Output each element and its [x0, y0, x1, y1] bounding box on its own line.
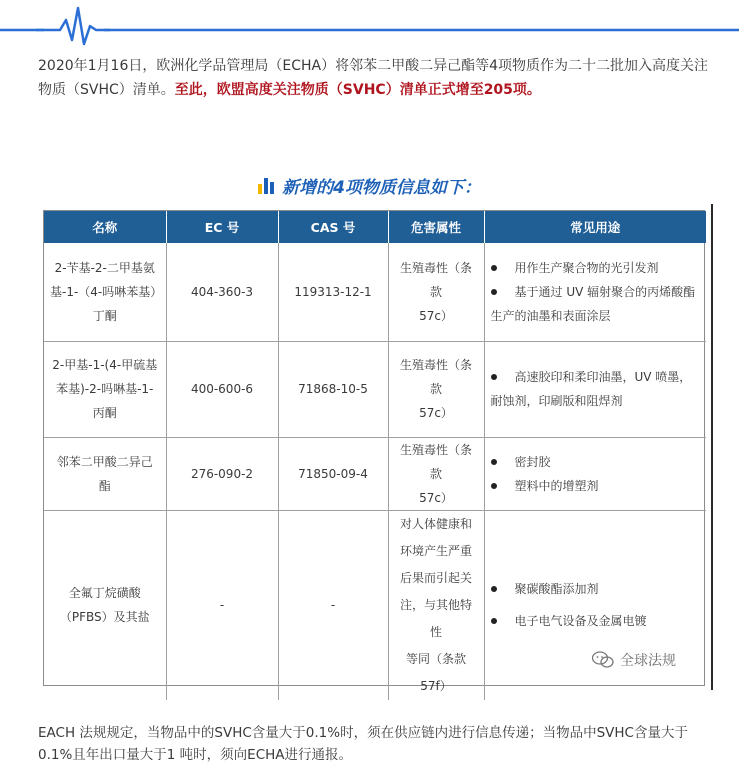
cell-ec: - — [166, 510, 278, 700]
table-row — [44, 341, 706, 437]
use-text: 生产的油墨和表面涂层 — [490, 308, 611, 323]
name-line: 苯基)-2-吗啉基-1- — [56, 382, 154, 396]
cell-hazard — [388, 341, 484, 437]
header-pulse-divider — [0, 0, 739, 50]
use-text: 塑料中的增塑剂 — [514, 478, 599, 493]
use-text: 聚碳酸酯添加剂 — [514, 582, 599, 596]
wechat-icon — [592, 651, 614, 669]
section-title — [0, 172, 739, 198]
name-line: 2-甲基-1-(4-甲硫基 — [52, 358, 158, 372]
bullet-icon — [491, 618, 497, 624]
hazard-line: 对人体健康和 — [399, 516, 472, 531]
use-text: 用作生产聚合物的光引发剂 — [514, 260, 659, 275]
name-line: 邻苯二甲酸二异己 — [56, 454, 153, 469]
cell-uses — [484, 510, 706, 700]
cell-cas: 119313-12-1 — [278, 243, 388, 341]
svhc-table — [44, 211, 706, 700]
cell-name — [44, 341, 166, 437]
bullet-icon — [491, 265, 497, 271]
cell-name — [44, 243, 166, 341]
intro-text: 2020年1月16日，欧洲化学品管理局（ECHA）将邻苯二甲酸二异己酯等4项物质作为二十二批加入高度关注物质（SVHC）清单。 — [38, 58, 708, 98]
table-row — [44, 510, 706, 700]
name-line: 全氟丁烷磺酸 — [68, 586, 141, 600]
cell-name — [44, 437, 166, 510]
cell-uses — [484, 437, 706, 510]
footer-paragraph: EACH 法规规定，当物品中的SVHC含量大于0.1%时，须在供应链内进行信息传递；当物品中SVHC含量大于0.1%且年出口量大于1 吨时，须向ECHA进行通报。 — [38, 725, 688, 763]
use-text: 基于通过 UV 辐射聚合的丙烯酸酯 — [514, 284, 696, 299]
cell-hazard — [388, 437, 484, 510]
use-item — [491, 609, 701, 633]
name-line: 2-苄基-2-二甲基氨 — [54, 260, 155, 275]
cell-ec: 400-600-6 — [166, 341, 278, 437]
cell-ec: 276-090-2 — [166, 437, 278, 510]
watermark — [592, 650, 676, 670]
hazard-line: 57f） — [420, 678, 452, 693]
intro-paragraph — [38, 54, 718, 102]
cell-hazard — [388, 243, 484, 341]
section-title-text: 新增的4项物质信息如下： — [282, 177, 481, 198]
cell-uses — [484, 243, 706, 341]
header-hazard: 危害属性 — [388, 211, 484, 243]
hazard-line: 生殖毒性（条款 — [399, 442, 472, 481]
use-text: 耐蚀剂，印刷版和阻焊剂 — [490, 394, 623, 408]
bullet-icon — [491, 289, 497, 295]
name-line: 丁酮 — [92, 308, 117, 323]
header-ec: EC 号 — [166, 211, 278, 243]
hazard-line: 生殖毒性（条款 — [399, 260, 472, 299]
name-line: （PFBS）及其盐 — [59, 610, 150, 624]
use-item — [491, 280, 701, 304]
name-line: 酯 — [98, 478, 111, 493]
use-text: 电子电气设备及金属电镀 — [514, 614, 647, 628]
bullet-icon — [491, 459, 497, 465]
hazard-line: 等同（条款 — [405, 651, 466, 666]
use-item-continuation — [491, 389, 701, 413]
header-cas: CAS 号 — [278, 211, 388, 243]
cell-cas: 71868-10-5 — [278, 341, 388, 437]
table-header-row — [44, 211, 706, 243]
cell-cas: 71850-09-4 — [278, 437, 388, 510]
use-item-continuation — [491, 304, 701, 328]
bar-chart-icon — [258, 176, 274, 194]
cell-cas: - — [278, 510, 388, 700]
table-row — [44, 437, 706, 510]
intro-highlight: 至此，欧盟高度关注物质（SVHC）清单正式增至205项。 — [174, 82, 541, 98]
bullet-icon — [491, 586, 497, 592]
use-text: 高速胶印和柔印油墨，UV 喷墨， — [514, 370, 692, 384]
use-item — [491, 474, 701, 498]
hazard-line: 57c） — [419, 308, 453, 323]
cell-name — [44, 510, 166, 700]
table-right-edge — [711, 204, 713, 690]
hazard-line: 57c） — [419, 490, 453, 505]
cell-uses — [484, 341, 706, 437]
header-name: 名称 — [44, 211, 166, 243]
use-item — [491, 365, 701, 389]
cell-hazard — [388, 510, 484, 700]
hazard-line: 后果而引起关 — [399, 570, 472, 585]
watermark-text: 全球法规 — [620, 653, 676, 669]
hazard-line: 57c） — [419, 406, 453, 420]
use-item — [491, 577, 701, 601]
use-text: 密封胶 — [514, 454, 551, 469]
cell-ec: 404-360-3 — [166, 243, 278, 341]
use-item — [491, 450, 701, 474]
table-row — [44, 243, 706, 341]
svhc-table-container — [43, 210, 705, 693]
bullet-icon — [491, 483, 497, 489]
use-item — [491, 256, 701, 280]
hazard-line: 生殖毒性（条款 — [399, 358, 472, 396]
header-uses: 常见用途 — [484, 211, 706, 243]
hazard-line: 环境产生严重 — [399, 543, 472, 558]
name-line: 基-1-（4-吗啉苯基） — [50, 284, 163, 299]
name-line: 丙酮 — [92, 406, 117, 420]
bullet-icon — [491, 374, 497, 380]
hazard-line: 注，与其他特性 — [399, 597, 472, 639]
